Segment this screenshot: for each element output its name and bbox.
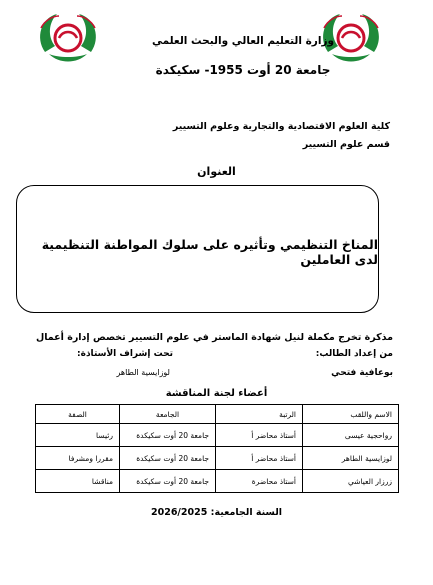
university-logo-left	[35, 8, 101, 68]
jury-member-name: رواحجية عيسى	[303, 424, 399, 447]
academic-year	[0, 507, 433, 518]
jury-member-rank: أستاذ محاضر أ	[216, 447, 303, 470]
university-name: جامعة 20 أوت 1955- سكيكدة	[155, 63, 331, 77]
jury-table-header	[36, 405, 399, 424]
header-role: الصفة	[36, 405, 120, 424]
jury-member-name: لوزايسية الطاهر	[303, 447, 399, 470]
table-row	[36, 447, 399, 470]
table-row	[36, 470, 399, 493]
header-rank: الرتبة	[216, 405, 303, 424]
thesis-title-box	[16, 185, 379, 313]
jury-title: أعضاء لجنة المناقشة	[165, 388, 268, 399]
student-name: بوعافية فتحي	[331, 368, 393, 378]
jury-member-university: جامعة 20 أوت سكيكدة	[120, 424, 216, 447]
supervisor-name: لوزايسية الطاهر	[116, 368, 170, 377]
jury-member-rank: أستاذ محاضر أ	[216, 424, 303, 447]
memo-description: مذكرة تخرج مكملة لنيل شهادة الماستر في علوم التسيير تخصص إدارة أعمال	[35, 332, 393, 343]
header-name: الاسم واللقب	[303, 405, 399, 424]
faculty-name: كلية العلوم الاقتصادية والتجارية وعلوم التسيير	[172, 121, 390, 132]
department-name: قسم علوم التسيير	[302, 139, 390, 150]
jury-table	[35, 404, 399, 493]
supervisor-label: تحت إشراف الأستاذة:	[77, 349, 173, 359]
jury-member-role: مناقشا	[36, 470, 120, 493]
jury-member-university: جامعة 20 أوت سكيكدة	[120, 470, 216, 493]
table-row	[36, 424, 399, 447]
student-label: من إعداد الطالب:	[315, 349, 393, 359]
jury-member-name: زرزار العياشي	[303, 470, 399, 493]
jury-member-rank: أستاذ محاضرة	[216, 470, 303, 493]
jury-member-role: مقررا ومشرفا	[36, 447, 120, 470]
academic-year-label: السنة الجامعية:	[210, 507, 283, 518]
jury-member-university: جامعة 20 أوت سكيكدة	[120, 447, 216, 470]
header-university: الجامعة	[120, 405, 216, 424]
academic-year-value: 2026/2025	[150, 507, 208, 518]
title-label: العنوان	[197, 165, 236, 178]
jury-member-role: رئيسا	[36, 424, 120, 447]
ministry-name: وزارة التعليم العالي والبحث العلمي	[151, 35, 335, 47]
thesis-title: المناخ التنظيمي وتأثيره على سلوك المواطنة التنظيمية لدى العاملين	[41, 237, 378, 267]
